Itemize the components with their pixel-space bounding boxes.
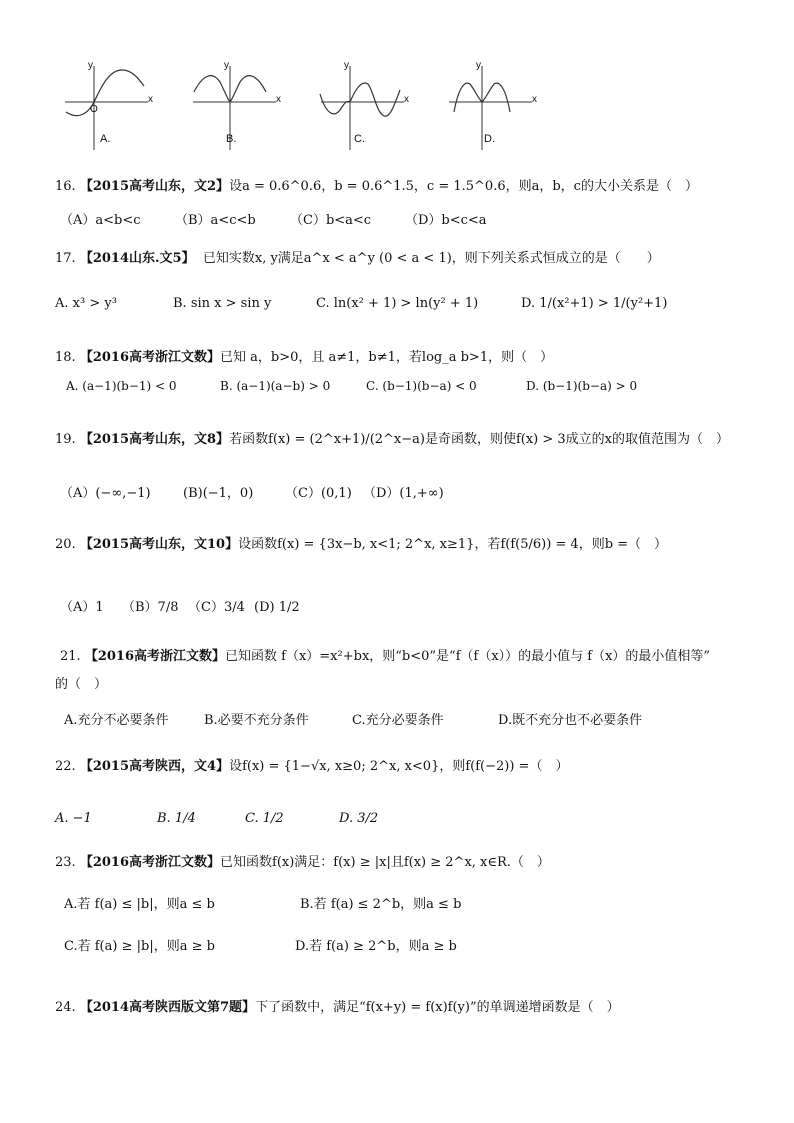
graph-d-x-label: x (532, 94, 537, 105)
q19-options (60, 482, 444, 501)
q20-stem: 设函数f(x) = {3x−b, x<1; 2^x, x≥1}，若f(f(5/6)) = 4，则b =（ ） (238, 537, 668, 552)
graph-b-label: B. (226, 133, 237, 145)
q18-source: 【2016高考浙江文数】 (79, 350, 221, 365)
question-21 (60, 645, 710, 664)
q19-stem: 若函数f(x) = (2^x+1)/(2^x−a)是奇函数，则使f(x) > 3成立的x的取值范围为（ ） (229, 432, 730, 447)
q17-option-d: D. 1/(x²+1) > 1/(y²+1) (521, 296, 668, 311)
question-16 (55, 175, 698, 194)
q19-number: 19. (55, 432, 76, 447)
q24-number: 24. (55, 1000, 76, 1015)
q22-option-a: A. −1 (55, 811, 92, 826)
q22-option-b: B. 1/4 (157, 811, 196, 826)
q17-number: 17. (55, 251, 76, 266)
question-23 (55, 851, 550, 870)
question-18 (55, 346, 553, 365)
q20-option-b: （B）7/8 (122, 600, 179, 615)
q17-options (55, 296, 667, 311)
question-24 (55, 996, 620, 1015)
q21-option-c: C.充分必要条件 (352, 713, 444, 728)
graph-a-origin: O (90, 104, 98, 115)
graph-d (444, 62, 539, 152)
q21-option-b: B.必要不充分条件 (204, 713, 309, 728)
q17-option-b: B. sin x > sin y (173, 296, 272, 311)
q18-stem: 已知 a，b>0，且 a≠1，b≠1，若log_a b>1，则（ ） (220, 350, 554, 365)
q20-options (60, 596, 300, 615)
q17-option-c: C. ln(x² + 1) > ln(y² + 1) (316, 296, 479, 311)
q17-option-a: A. x³ > y³ (55, 296, 117, 311)
q20-option-c: （C）3/4 (188, 600, 245, 615)
graph-a (60, 62, 155, 152)
graph-a-y-label: y (88, 60, 93, 71)
question-20 (55, 533, 667, 552)
q23-number: 23. (55, 855, 76, 870)
q20-option-d: (D) 1/2 (254, 600, 300, 615)
q19-option-c: （C）(0,1) (285, 486, 352, 501)
q17-source: 【2014山东.文5】 (79, 251, 195, 266)
q22-number: 22. (55, 759, 76, 774)
graph-a-label: A. (100, 133, 111, 145)
q19-source: 【2015高考山东，文8】 (79, 432, 230, 447)
graph-d-y-label: y (476, 60, 481, 71)
graph-c-y-label: y (344, 60, 349, 71)
graph-c (316, 62, 411, 152)
q18-options (66, 379, 637, 393)
q21-option-d: D.既不充分也不必要条件 (498, 713, 643, 728)
question-17 (55, 247, 660, 266)
q23-option-a: A.若 f(a) ≤ |b|，则a ≤ b (64, 897, 215, 912)
q22-source: 【2015高考陕西，文4】 (79, 759, 230, 774)
q16-option-b: （B）a<c<b (175, 213, 256, 228)
q16-stem: 设a = 0.6^0.6，b = 0.6^1.5，c = 1.5^0.6，则a，b，c的大小关系是（ ） (229, 179, 698, 194)
q16-option-c: （C）b<a<c (290, 213, 372, 228)
q21-number: 21. (60, 649, 81, 664)
q20-option-a: （A）1 (60, 600, 104, 615)
q21-source: 【2016高考浙江文数】 (84, 649, 226, 664)
q20-number: 20. (55, 537, 76, 552)
question-22 (55, 755, 568, 774)
graph-b-y-label: y (224, 60, 229, 71)
q20-source: 【2015高考山东，文10】 (79, 537, 239, 552)
q19-option-a: （A）(−∞,−1) (60, 486, 151, 501)
graph-a-x-label: x (148, 94, 153, 105)
q18-option-d: D. (b−1)(b−a) > 0 (526, 379, 638, 393)
q23-source: 【2016高考浙江文数】 (79, 855, 221, 870)
q23-option-c: C.若 f(a) ≥ |b|，则a ≥ b (64, 939, 215, 954)
q23-option-b: B.若 f(a) ≤ 2^b，则a ≤ b (300, 897, 462, 912)
q23-stem: 已知函数f(x)满足：f(x) ≥ |x|且f(x) ≥ 2^x, x∈R.（ ） (220, 855, 550, 870)
graph-c-label: C. (354, 133, 365, 145)
graph-b-x-label: x (276, 94, 281, 105)
q18-option-a: A. (a−1)(b−1) < 0 (66, 379, 177, 393)
q16-source: 【2015高考山东，文2】 (79, 179, 230, 194)
q22-option-d: D. 3/2 (339, 811, 379, 826)
q24-stem: 下了函数中，满足“f(x+y) = f(x)f(y)”的单调递增函数是（ ） (255, 1000, 620, 1015)
q19-option-d: （D）(1,+∞) (363, 486, 444, 501)
q18-option-c: C. (b−1)(b−a) < 0 (366, 379, 477, 393)
q16-option-d: （D）b<c<a (405, 213, 487, 228)
q16-number: 16. (55, 179, 76, 194)
graph-d-label: D. (484, 133, 495, 145)
q22-option-c: C. 1/2 (245, 811, 284, 826)
q23-option-d: D.若 f(a) ≥ 2^b，则a ≥ b (295, 939, 457, 954)
q18-number: 18. (55, 350, 76, 365)
q22-options (55, 811, 378, 826)
q19-option-b: (B)(−1，0) (183, 486, 254, 501)
q21-stem-line2: 的（ ） (55, 677, 108, 692)
graph-c-x-label: x (404, 94, 409, 105)
q17-stem: 已知实数x, y满足a^x < a^y (0 < a < 1)，则下列关系式恒成立的是（ ） (202, 251, 660, 266)
q16-options (60, 209, 487, 228)
q16-option-a: （A）a<b<c (60, 213, 141, 228)
q22-stem: 设f(x) = {1−√x, x≥0; 2^x, x<0}，则f(f(−2)) =（ ） (229, 759, 569, 774)
graph-b (188, 62, 283, 152)
q18-option-b: B. (a−1)(a−b) > 0 (220, 379, 331, 393)
q24-source: 【2014高考陕西版文第7题】 (79, 1000, 256, 1015)
q21-options (64, 709, 642, 728)
q21-option-a: A.充分不必要条件 (64, 713, 169, 728)
q21-stem-line1: 已知函数 f（x）=x²+bx，则“b<0”是“f（f（x））的最小值与 f（x）的最小值相等” (225, 649, 711, 664)
question-19 (55, 428, 729, 447)
